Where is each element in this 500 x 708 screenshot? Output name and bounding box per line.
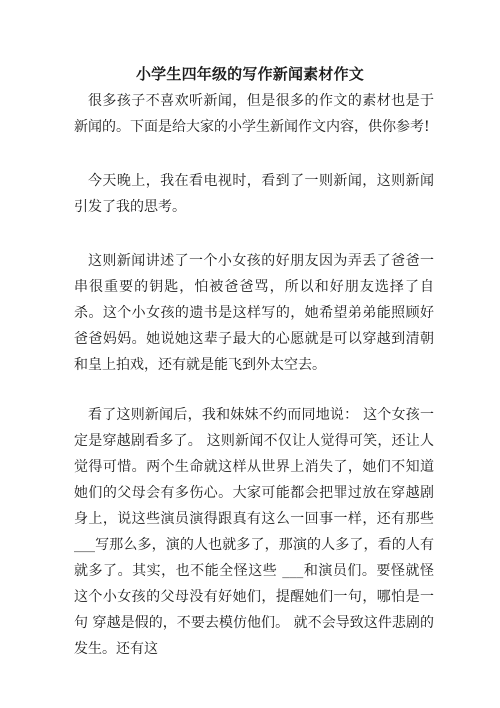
- document-title: 小学生四年级的写作新闻素材作文: [135, 65, 364, 83]
- paragraph-news-story: 这则新闻讲述了一个小女孩的好朋友因为弄丢了爸爸一串很重要的钥匙，怕被爸爸骂，所以和好朋友选择了自杀。这个小女孩的遗书是这样写的，她希望弟弟能照顾好爸爸妈妈。她说她这辈子最大的心愿就是可以穿越到清朝和皇上拍戏，还有就是能飞到外太空去。: [74, 253, 434, 373]
- paragraph-opening: 今天晚上，我在看电视时，看到了一则新闻，这则新闻引发了我的思考。: [74, 173, 434, 215]
- paragraph-reflection: 看了这则新闻后，我和妹妹不约而同地说： 这个女孩一定是穿越剧看多了。 这则新闻不仅让人觉得可笑，还让人觉得可惜。两个生命就这样从世界上消失了，她们不知道她们的父母会有多伤心。大家可能都会把罪过放在穿越剧身上，说这些演员演得跟真有这么一回事一样，还有那些 ___写那么多，演的人也就多了，那演的人多了，看的人有就多了。其实，也不能全怪这些 ___和演员们。要怪就怪这个小女孩的父母没有好她们，提醒她们一句，哪怕是一句 穿越是假的，不要去模仿他们。 就不会导致这件悲剧的发生。还有这: [74, 407, 434, 657]
- paragraph-intro: 很多孩子不喜欢听新闻，但是很多的作文的素材也是于新闻的。下面是给大家的小学生新闻作文内容，供你参考!: [74, 93, 434, 135]
